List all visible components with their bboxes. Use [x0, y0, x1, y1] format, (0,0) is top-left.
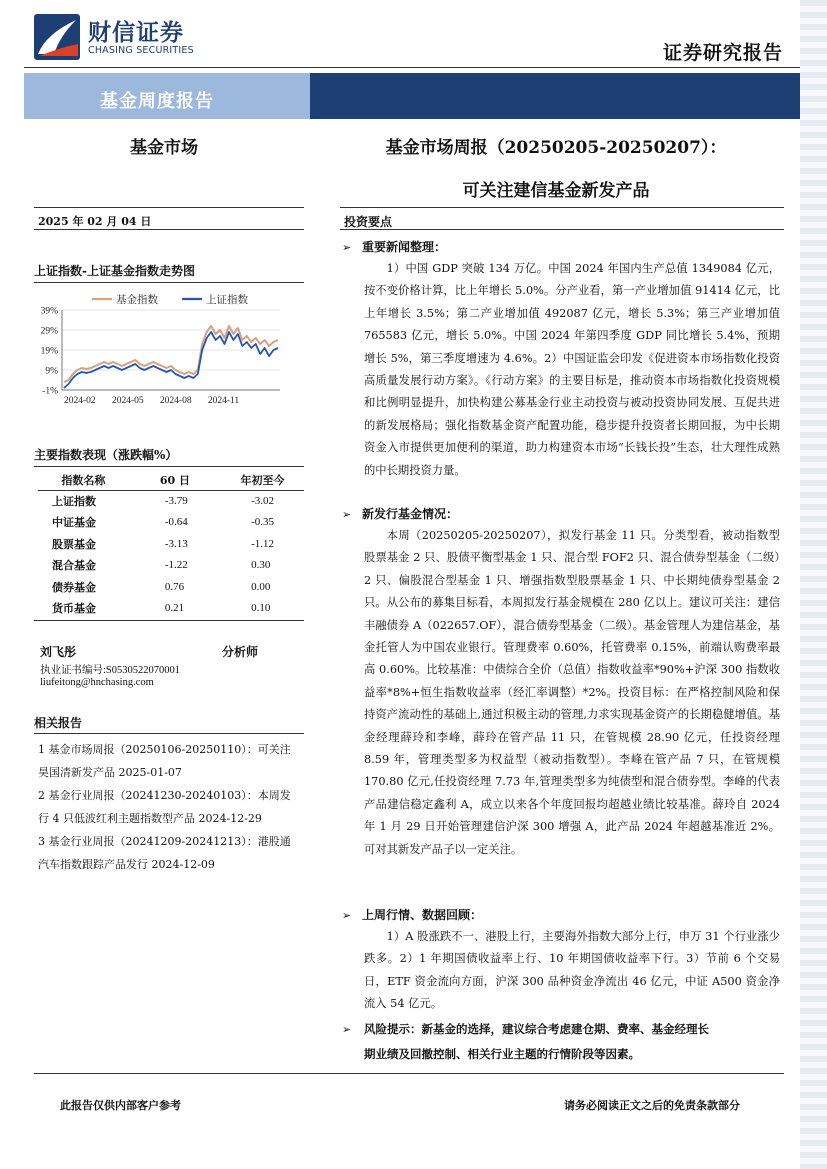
- risk-text-line-1: 新基金的选择，建议综合考虑建仓期、费率、基金经理长: [421, 1022, 709, 1036]
- risk-text-line-2: 期业绩及回撤控制、相关行业主题的行情阶段等因素。: [364, 1047, 640, 1061]
- arrow-bullet-icon: ➢: [342, 1023, 352, 1036]
- section-heading-news: ➢ 重要新闻整理：: [342, 240, 447, 254]
- section-heading-market-review: ➢ 上周行情、数据回顾：: [342, 908, 483, 922]
- risk-label: 风险提示：: [364, 1022, 422, 1036]
- col-header-60d: 60 日: [129, 470, 221, 490]
- cell-60d: 0.76: [164, 580, 185, 593]
- cell-60d: -3.13: [164, 537, 188, 550]
- date-top-rule: [34, 207, 304, 208]
- table-header-row: [38, 470, 304, 490]
- footer-disclaimer-right: 请务必阅读正文之后的免责条款部分: [564, 1099, 740, 1112]
- analyst-title: 分析师: [222, 645, 259, 659]
- x-tick-label: 2024-02: [64, 396, 96, 406]
- report-date: 2025 年 02 月 04 日: [38, 215, 152, 228]
- cell-index-name: 债券基金: [52, 580, 96, 594]
- table-row: [38, 598, 304, 620]
- report-subtitle: 可关注建信基金新发产品: [462, 181, 650, 201]
- col-header-ytd: 年初至今: [221, 470, 304, 490]
- section-heading-new-funds: ➢ 新发行基金情况：: [342, 507, 459, 521]
- cell-60d: -3.79: [164, 495, 188, 507]
- date-bottom-rule: [34, 229, 304, 230]
- table-row: [38, 512, 304, 534]
- table-row: [38, 555, 304, 577]
- cell-60d: -0.64: [164, 516, 188, 529]
- brand-name-cn: 财信证券: [88, 20, 184, 46]
- related-reports-heading: 相关报告: [34, 716, 83, 730]
- y-tick-label: 39%: [40, 306, 58, 317]
- legend-label: 基金指数: [116, 294, 158, 306]
- cell-ytd: 0.00: [251, 580, 271, 593]
- arrow-bullet-icon: ➢: [342, 241, 352, 254]
- analyst-email-text: liufeitong@hnchasing.com: [40, 677, 154, 688]
- company-logo: [34, 14, 80, 60]
- table-top-rule: [34, 466, 304, 467]
- key-points-bottom-rule: [340, 229, 784, 230]
- cell-index-name: 混合基金: [52, 559, 96, 573]
- related-heading-rule: [34, 733, 304, 734]
- section-body-news: 1）中国 GDP 突破 134 万亿。中国 2024 年国内生产总值 1349084 亿元，按不变价格计算，比上年增长 5.0%。分产业看，第一产业增加值 91414 亿元，比上年增长 3.5%；第二产业增加值 492087 亿元，增长 5.3%；第三产业增加值 765583 亿元，增长 5.0%。中国 2024 年第四季度 GDP 同比增长 5.4%，预期增长 5%，第三季度增速为 4.6%。2）中国证监会印发《促进资本市场指数化投资高质量发展行动方案》。《行动方案》的主要目标是，推动资本市场指数化投资规模和比例明显提升，加快构建公募基金行业主动投资与被动投资协同发展、互促共进的新发展格局；强化指数基金资产配置功能，稳步提升投资者长期回报，为中长期资金入市提供更加便利的渠道，助力构建资本市场“长钱长投”生态，壮大理性成熟的中长期投资力量。: [364, 262, 780, 477]
- section-body-market-review: 1）A 股涨跌不一、港股上行，主要海外指数大部分上行，申万 31 个行业涨少跌多。2）1 年期国债收益率上行、10 年期国债收益率下行。3）节前 6 个交易日，ETF 资金流向方面，沪深 300 品种资金净流出 46 亿元，中证 A500 资金净流入 54 亿元。: [364, 930, 780, 1011]
- index-trend-chart: [30, 290, 292, 422]
- analyst-email[interactable]: [40, 677, 154, 688]
- arrow-bullet-icon: ➢: [342, 508, 352, 521]
- report-type-label: 证券研究报告: [662, 42, 783, 64]
- related-reports-list: [38, 738, 300, 876]
- table-bottom-rule: [34, 620, 304, 621]
- index-performance-table: [38, 470, 304, 619]
- related-report-item[interactable]: 1 基金市场周报（20250106-20250110）：可关注昊国清新发产品 2025-01-07: [38, 743, 291, 779]
- edge-stripe: [800, 0, 827, 1169]
- series-line-sse-index: [64, 332, 278, 388]
- banner-title: 基金周度报告: [100, 91, 214, 112]
- banner-right-block: [310, 73, 800, 119]
- section-name: 基金市场: [130, 138, 198, 158]
- analyst-name: 刘飞彤: [40, 645, 77, 659]
- x-tick-label: 2024-08: [159, 396, 192, 406]
- related-report-item[interactable]: 2 基金行业周报（20241230-20240103）：本周发行 4 只低波红利主题指数型产品 2024-12-29: [38, 789, 291, 825]
- y-tick-label: -1%: [42, 386, 58, 397]
- header-divider: [24, 67, 800, 68]
- cell-index-name: 股票基金: [52, 537, 96, 551]
- section-body-new-funds: 本周（20250205-20250207），拟发行基金 11 只。分类型看，被动指数型股票基金 2 只、股债平衡型基金 1 只、混合型 FOF2 只、混合债券型基金（二级）2 只、偏股混合型基金 1 只、增强指数型股票基金 1 只、中长期纯债券型基金 2 只。从公布的募集目标看，本周拟发行基金规模在 280 亿以上。建议可关注：建信丰融债券 A（022657.OF），混合债券型基金（二级）。基金管理人为建信基金，基金托管人为中国农业银行。管理费率 0.60%，托管费率 0.15%，前端认购费率最高 0.60%。比较基准：中债综合全价（总值）指数收益率*90%+沪深 300 指数收益率*8%+恒生指数收益率（经汇率调整）*2%。投资目标：在严格控制风险和保持资产流动性的基础上,通过积极主动的管理,力求实现基金资产的长期稳健增值。基金经理薛玲和李峰，薛玲在管产品 11 只，在管规模 28.90 亿元，任投资经理 8.59 年，管理类型多为权益型（被动指数型）。李峰在管产品 7 只，在管规模 170.80 亿元,任投资经理 7.73 年,管理类型多为纯债型和混合债券型。李峰的代表产品建信稳定鑫利 A，成立以来各个年度回报均超越业绩比较基准。薛玲自 2024 年 1 月 29 日开始管理建信沪深 300 增强 A，此产品 2024 年超越基准近 2%。可对其新发产品子以一定关注。: [364, 529, 780, 856]
- analyst-cert-number: 执业证书编号:S0530522070001: [40, 665, 181, 676]
- table-row: [38, 576, 304, 598]
- cell-60d: -1.22: [164, 559, 188, 572]
- table-heading: 主要指数表现（涨跌幅%）: [34, 448, 178, 462]
- y-tick-label: 9%: [45, 366, 58, 377]
- related-report-item[interactable]: 3 基金行业周报（20241209-20241213）：港股通汽车指数跟踪产品发行 2024-12-09: [38, 835, 291, 871]
- key-points-heading: 投资要点: [344, 215, 393, 229]
- cell-ytd: 0.30: [251, 559, 271, 572]
- series-line-fund-index: [64, 326, 278, 382]
- x-tick-label: 2024-05: [111, 396, 144, 406]
- cell-ytd: 0.10: [251, 602, 271, 615]
- cell-index-name: 中证基金: [52, 516, 96, 530]
- y-tick-label: 19%: [40, 346, 58, 357]
- footer-divider: [34, 1073, 784, 1074]
- cell-60d: 0.21: [164, 602, 185, 615]
- key-points-top-rule: [340, 207, 784, 208]
- cell-ytd: -1.12: [251, 537, 275, 550]
- risk-warning: [342, 1017, 782, 1067]
- legend-label: 上证指数: [206, 294, 248, 306]
- cell-ytd: -3.02: [251, 495, 275, 507]
- footer-disclaimer-left: 此报告仅供内部客户参考: [60, 1099, 181, 1112]
- cell-ytd: -0.35: [251, 516, 275, 529]
- table-row: [38, 533, 304, 555]
- report-title: 基金市场周报（20250205-20250207）：: [385, 138, 727, 158]
- x-tick-label: 2024-11: [207, 396, 240, 406]
- brand-name-en: CHASING SECURITIES: [88, 45, 194, 56]
- chart-heading-rule: [34, 282, 304, 283]
- y-tick-label: 29%: [40, 326, 58, 337]
- table-row: [38, 490, 304, 512]
- cell-index-name: 上证指数: [52, 495, 96, 508]
- chart-heading: 上证指数-上证基金指数走势图: [34, 264, 195, 278]
- arrow-bullet-icon: ➢: [342, 909, 352, 922]
- cell-index-name: 货币基金: [52, 602, 96, 616]
- col-header-name: 指数名称: [38, 470, 129, 490]
